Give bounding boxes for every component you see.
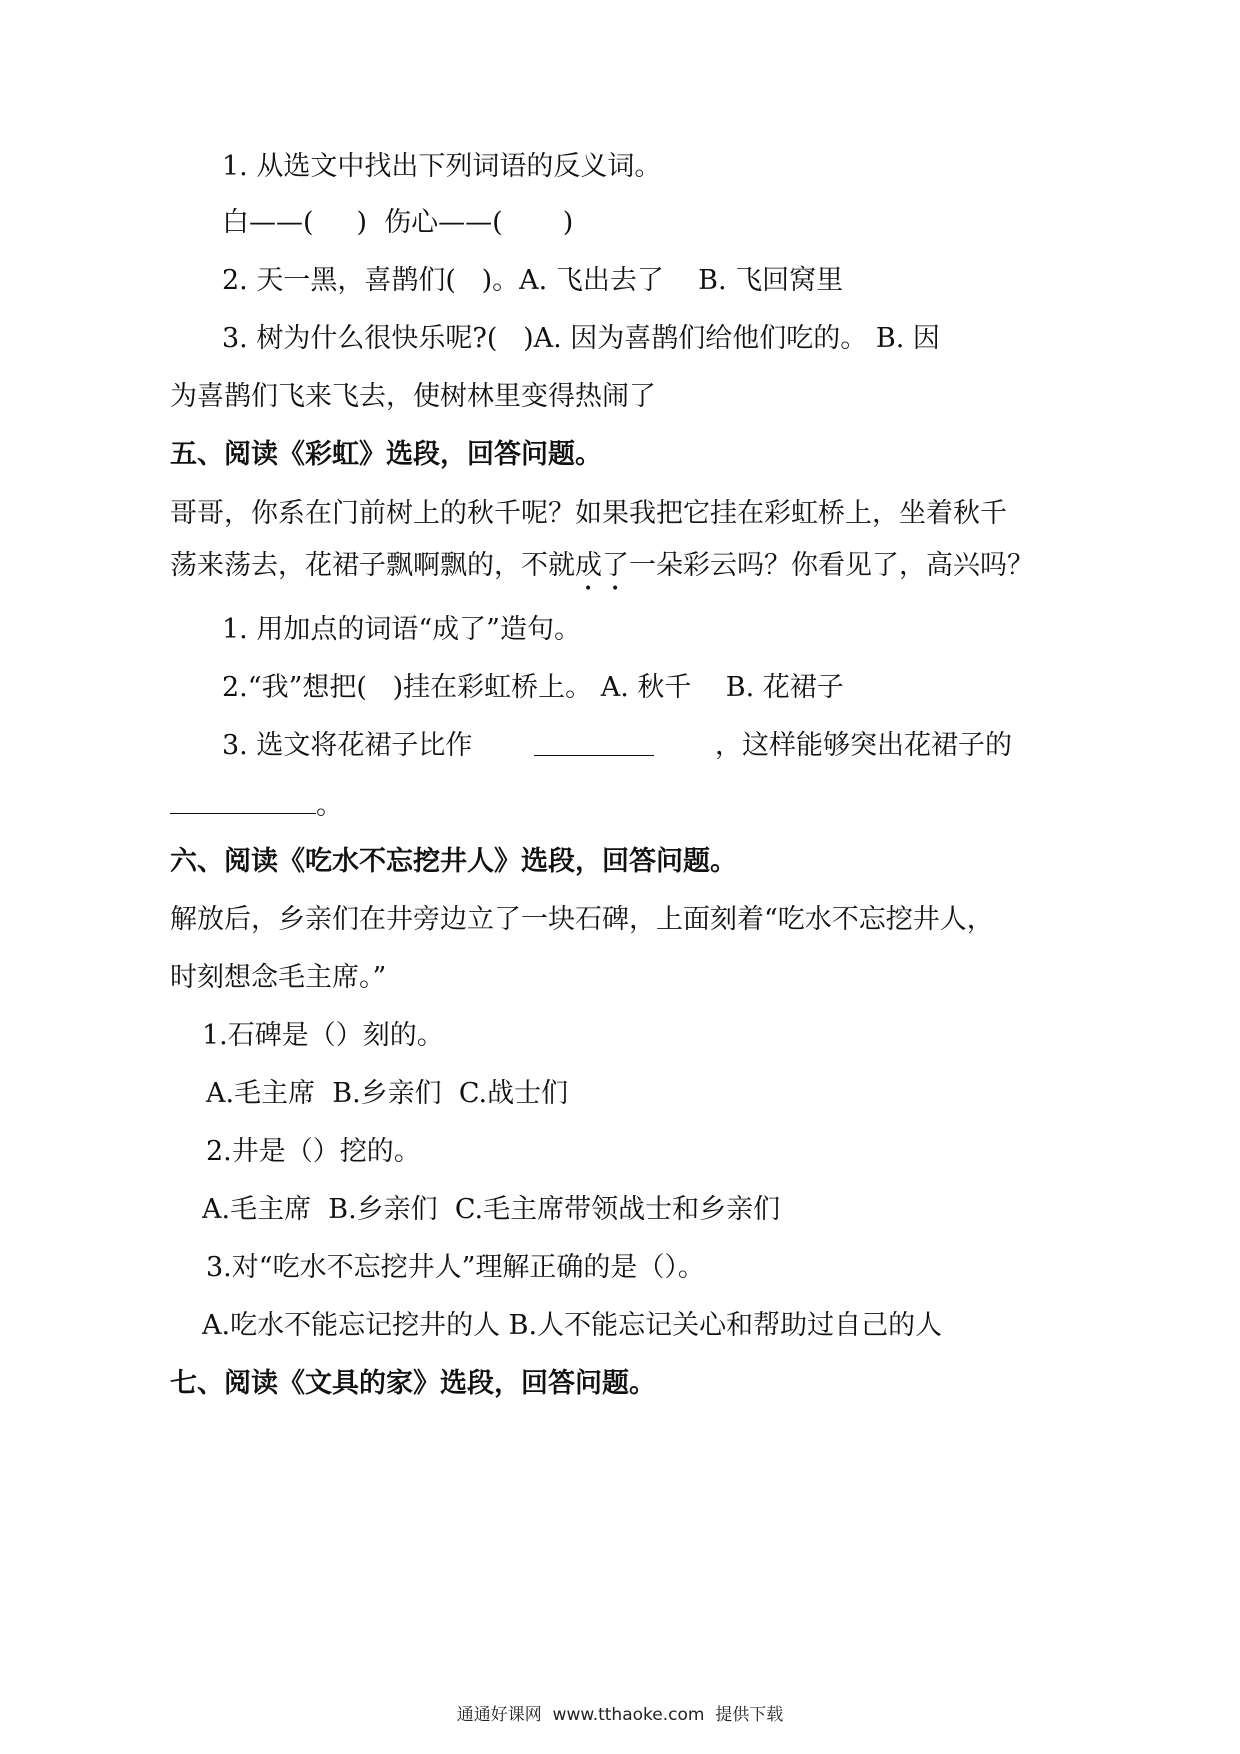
s5-question-3-line2 (170, 787, 343, 823)
s5-heading: 五、阅读《彩虹》选段，回答问题。 (170, 439, 602, 470)
s6-heading: 六、阅读《吃水不忘挖井人》选段，回答问题。 (170, 846, 737, 877)
s5-dotted-word: 成了 (575, 550, 629, 581)
s6-question-1: 1.石碑是（）刻的。 (202, 1020, 444, 1051)
s6-question-3-options: A.吃水不能忘记挖井的人 B.人不能忘记关心和帮助过自己的人 (202, 1310, 943, 1341)
s5-q3-end: ，这样能够突出花裙子的 (715, 730, 1012, 761)
s5-question-3-line1 (222, 729, 1012, 763)
s4-question-3-line2: 为喜鹊们飞来飞去，使树林里变得热闹了 (170, 381, 656, 412)
s5-q3-line2-end: 。 (316, 790, 343, 821)
s6-passage-line2: 时刻想念毛主席。” (170, 962, 387, 993)
s5-q3-start: 3. 选文将花裙子比作 (222, 730, 473, 761)
s6-question-1-options: A.毛主席 B.乡亲们 C.战士们 (206, 1078, 569, 1109)
s6-passage-line1: 解放后，乡亲们在井旁边立了一块石碑，上面刻着“吃水不忘挖井人， (170, 904, 994, 935)
s5-passage-line2-before: 荡来荡去，花裙子飘啊飘的，不就 (170, 550, 575, 581)
s4-question-2: 2. 天一黑，喜鹊们( )。A. 飞出去了 B. 飞回窝里 (222, 265, 844, 296)
footer-credit: 通通好课网 www.tthaoke.com 提供下载 (456, 1705, 784, 1725)
s5-passage-line2-after: 一朵彩云吗？你看见了，高兴吗？ (629, 550, 1034, 581)
s4-question-1-pairs: 白——( ) 伤心——( ) (222, 207, 574, 238)
s5-q3-blank-2[interactable] (170, 787, 316, 814)
s4-question-3-line1: 3. 树为什么很快乐呢?( )A. 因为喜鹊们给他们吃的。 B. 因 (222, 323, 940, 354)
s4-question-1: 1. 从选文中找出下列词语的反义词。 (222, 151, 662, 182)
s5-question-1: 1. 用加点的词语“成了”造句。 (222, 614, 581, 645)
s5-q3-blank-1[interactable] (534, 729, 654, 756)
s5-passage-line2 (170, 549, 1034, 597)
s7-heading: 七、阅读《文具的家》选段，回答问题。 (170, 1368, 656, 1399)
s6-question-2-options: A.毛主席 B.乡亲们 C.毛主席带领战士和乡亲们 (202, 1194, 781, 1225)
s6-question-3: 3.对“吃水不忘挖井人”理解正确的是（）。 (206, 1252, 705, 1283)
s5-passage-line1: 哥哥，你系在门前树上的秋千呢？如果我把它挂在彩虹桥上，坐着秋千 (170, 498, 1007, 529)
s6-question-2: 2.井是（）挖的。 (206, 1136, 421, 1167)
s5-question-2: 2.“我”想把( )挂在彩虹桥上。 A. 秋千 B. 花裙子 (222, 672, 844, 703)
